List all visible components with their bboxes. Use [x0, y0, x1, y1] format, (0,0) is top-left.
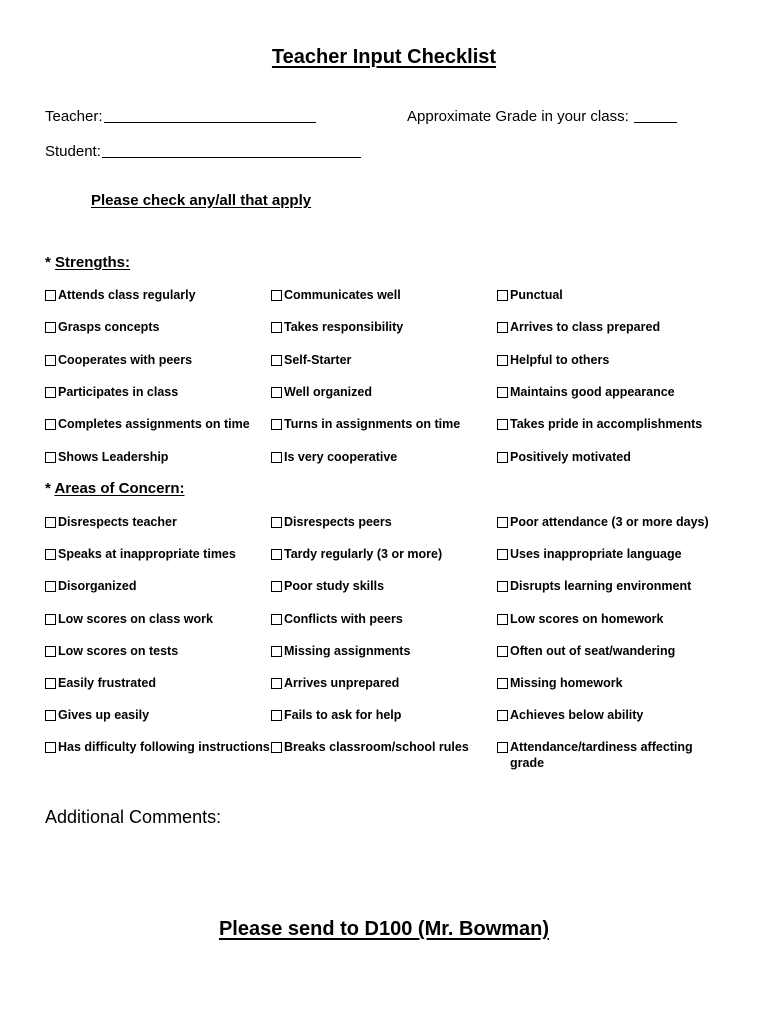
grade-label: Approximate Grade in your class:	[407, 108, 629, 125]
checklist-item-label: Missing homework	[510, 676, 623, 690]
checkbox[interactable]	[271, 290, 282, 301]
checkbox[interactable]	[497, 419, 508, 430]
checklist-item-label: Missing assignments	[284, 643, 411, 658]
checklist-item-label: Disrupts learning environment	[510, 579, 692, 594]
strength-checklist-item[interactable]	[271, 384, 497, 400]
checklist-item-label: Breaks classroom/school rules	[284, 740, 469, 755]
checklist-item-label: Speaks at inappropriate times	[58, 547, 236, 562]
concern-checklist-item[interactable]	[45, 707, 271, 723]
checkbox[interactable]	[271, 387, 282, 398]
checkbox[interactable]	[271, 517, 282, 528]
student-field[interactable]	[45, 143, 361, 160]
concern-checklist-item[interactable]	[45, 739, 271, 755]
checkbox[interactable]	[271, 614, 282, 625]
checkbox[interactable]	[497, 452, 508, 463]
checkbox[interactable]	[497, 742, 508, 753]
concern-checklist-item[interactable]	[45, 514, 271, 530]
footer-note	[0, 918, 768, 941]
teacher-label: Teacher:	[45, 108, 103, 125]
strength-checklist-item[interactable]	[497, 319, 727, 335]
checklist-item-label: Poor attendance (3 or more days)	[510, 515, 709, 529]
footer-text: Please send to D100 (Mr. Bowman)	[218, 918, 550, 940]
checklist-item-label: Low scores on class work	[58, 611, 213, 626]
page-title	[0, 46, 768, 69]
concern-checklist-item[interactable]	[497, 611, 727, 627]
grade-field[interactable]	[407, 108, 677, 125]
checklist-item-label: Grasps concepts	[58, 320, 160, 335]
checkbox[interactable]	[271, 581, 282, 592]
strength-checklist-item[interactable]	[45, 352, 271, 368]
checklist-item-label: Fails to ask for help	[284, 708, 402, 723]
additional-comments-label: Additional Comments:	[45, 807, 222, 827]
concern-checklist-item[interactable]	[271, 675, 497, 691]
checklist-item-label: Positively motivated	[510, 449, 631, 464]
checklist-item-label: Low scores on homework	[510, 611, 664, 626]
concern-checklist-item[interactable]	[45, 643, 271, 659]
checklist-item-label: Has difficulty following instructions	[58, 740, 270, 755]
strength-checklist-item[interactable]	[497, 416, 727, 432]
strength-checklist-item[interactable]	[271, 352, 497, 368]
checklist-item-label: Takes pride in accomplishments	[510, 417, 703, 432]
checklist-item-label: Often out of seat/wandering	[510, 643, 676, 658]
concerns-heading	[45, 480, 184, 497]
checklist-item-label: Attendance/tardiness affecting grade	[510, 740, 693, 771]
checkbox[interactable]	[45, 678, 56, 689]
checkbox[interactable]	[271, 355, 282, 366]
concern-checklist-item[interactable]	[271, 578, 497, 594]
checkbox[interactable]	[497, 549, 508, 560]
concern-checklist-item[interactable]	[497, 707, 727, 723]
checkbox[interactable]	[497, 678, 508, 689]
student-input-line[interactable]	[102, 156, 361, 158]
checklist-item-label: Communicates well	[284, 288, 401, 302]
teacher-field[interactable]	[45, 108, 316, 125]
concerns-marker: *	[45, 480, 55, 497]
checklist-item-label: Punctual	[510, 288, 563, 302]
checkbox[interactable]	[45, 742, 56, 753]
strength-checklist-item[interactable]	[45, 384, 271, 400]
checkbox[interactable]	[45, 517, 56, 528]
concern-checklist-item[interactable]	[497, 546, 727, 562]
checklist-item-label: Uses inappropriate language	[510, 547, 682, 562]
checkbox[interactable]	[271, 742, 282, 753]
strengths-heading	[45, 254, 130, 271]
checkbox[interactable]	[45, 614, 56, 625]
strength-checklist-item[interactable]	[45, 416, 271, 432]
strength-checklist-item[interactable]	[271, 416, 497, 432]
concern-checklist-item[interactable]	[271, 739, 497, 755]
checklist-item-label: Is very cooperative	[284, 449, 398, 464]
student-label: Student:	[45, 143, 101, 160]
concern-checklist-item[interactable]	[45, 675, 271, 691]
checklist-item-label: Disrespects teacher	[58, 515, 177, 529]
checkbox[interactable]	[497, 517, 508, 528]
concern-checklist-item[interactable]	[497, 739, 727, 771]
concern-checklist-item[interactable]	[271, 643, 497, 659]
strength-checklist-item[interactable]	[271, 449, 497, 465]
checklist-item-label: Participates in class	[58, 384, 179, 399]
checklist-item-label: Low scores on tests	[58, 643, 179, 658]
concern-checklist-item[interactable]	[271, 707, 497, 723]
checkbox[interactable]	[497, 387, 508, 398]
checklist-item-label: Completes assignments on time	[58, 417, 250, 432]
checkbox[interactable]	[45, 646, 56, 657]
concern-checklist-item[interactable]	[497, 643, 727, 659]
checkbox[interactable]	[497, 710, 508, 721]
concern-checklist-item[interactable]	[45, 611, 271, 627]
grade-input-line[interactable]	[634, 121, 677, 123]
strength-checklist-item[interactable]	[497, 449, 727, 465]
concern-checklist-item[interactable]	[497, 514, 727, 530]
strength-checklist-item[interactable]	[45, 319, 271, 335]
concern-checklist-item[interactable]	[271, 611, 497, 627]
checklist-item-label: Takes responsibility	[284, 320, 404, 335]
concern-checklist-item[interactable]	[45, 578, 271, 594]
checkbox[interactable]	[497, 355, 508, 366]
strength-checklist-item[interactable]	[497, 384, 727, 400]
checkbox[interactable]	[497, 614, 508, 625]
checkbox[interactable]	[45, 710, 56, 721]
checklist-item-label: Turns in assignments on time	[284, 417, 461, 432]
checklist-item-label: Poor study skills	[284, 579, 385, 594]
strength-checklist-item[interactable]	[45, 449, 271, 465]
checklist-item-label: Arrives unprepared	[284, 676, 400, 690]
checkbox[interactable]	[45, 355, 56, 366]
checklist-item-label: Self-Starter	[284, 352, 352, 367]
checkbox[interactable]	[497, 646, 508, 657]
checklist-item-label: Achieves below ability	[510, 708, 644, 723]
checklist-item-label: Tardy regularly (3 or more)	[284, 547, 443, 562]
strength-checklist-item[interactable]	[45, 287, 271, 303]
teacher-input-line[interactable]	[104, 121, 316, 123]
checkbox[interactable]	[271, 452, 282, 463]
checklist-item-label: Attends class regularly	[58, 288, 196, 302]
checkbox[interactable]	[497, 581, 508, 592]
concern-checklist-item[interactable]	[497, 675, 727, 691]
strength-checklist-item[interactable]	[271, 319, 497, 335]
checkbox[interactable]	[45, 419, 56, 430]
concern-checklist-item[interactable]	[271, 546, 497, 562]
checklist-item-label: Disrespects peers	[284, 515, 392, 529]
concerns-heading-text: Areas of Concern:	[54, 480, 185, 497]
strengths-marker: *	[45, 254, 56, 271]
checklist-item-label: Disorganized	[58, 579, 137, 594]
checkbox[interactable]	[497, 290, 508, 301]
checkbox[interactable]	[497, 322, 508, 333]
checkbox[interactable]	[271, 678, 282, 689]
checkbox[interactable]	[45, 581, 56, 592]
checklist-item-label: Maintains good appearance	[510, 384, 675, 399]
instructions: Please check any/all that apply	[91, 192, 312, 209]
checklist-item-label: Arrives to class prepared	[510, 320, 661, 335]
concern-checklist-item[interactable]	[497, 578, 727, 594]
checkbox[interactable]	[45, 322, 56, 333]
checkbox[interactable]	[45, 387, 56, 398]
strength-checklist-item[interactable]	[497, 287, 727, 303]
checkbox[interactable]	[45, 452, 56, 463]
checklist-item-label: Easily frustrated	[58, 676, 156, 690]
page-title-text: Teacher Input Checklist	[271, 46, 497, 68]
checklist-item-label: Helpful to others	[510, 352, 610, 367]
strengths-heading-text: Strengths:	[55, 254, 131, 271]
checkbox[interactable]	[45, 290, 56, 301]
checklist-item-label: Cooperates with peers	[58, 352, 193, 367]
concern-checklist-item[interactable]	[45, 546, 271, 562]
concern-checklist-item[interactable]	[271, 514, 497, 530]
strength-checklist-item[interactable]	[497, 352, 727, 368]
checkbox[interactable]	[271, 710, 282, 721]
checkbox[interactable]	[45, 549, 56, 560]
checklist-item-label: Shows Leadership	[58, 449, 169, 464]
checkbox[interactable]	[271, 322, 282, 333]
strength-checklist-item[interactable]	[271, 287, 497, 303]
checkbox[interactable]	[271, 646, 282, 657]
checklist-item-label: Gives up easily	[58, 708, 150, 723]
checkbox[interactable]	[271, 419, 282, 430]
checklist-item-label: Conflicts with peers	[284, 611, 403, 626]
checkbox[interactable]	[271, 549, 282, 560]
checklist-item-label: Well organized	[284, 384, 372, 399]
